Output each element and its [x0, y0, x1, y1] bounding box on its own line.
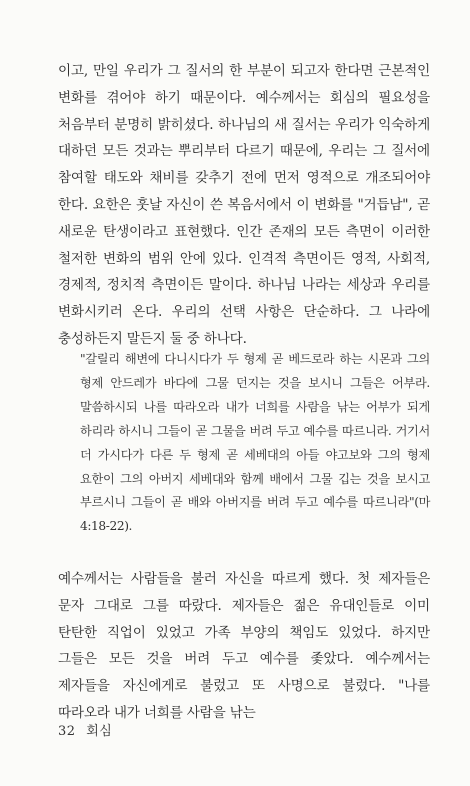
running-title: 회심 [86, 724, 113, 739]
body-paragraph-1: 이고, 만일 우리가 그 질서의 한 부분이 되고자 한다면 근본적인 변화를 겪어야 하기 때문이다. 예수께서는 회심의 필요성을 처음부터 분명히 밝히셨다. 하나님의 새 질서는 우리가 익숙하게 대하던 모든 것과는 뿌리부터 다르기 때문에, 우리는 그 질서에 참여할 태도와 채비를 갖추기 전에 먼저 영적으로 개조되어야 한다. 요한은 훗날 자신이 쓴 복음서에서 이 변화를 "거듭남", 곧 새로운 탄생이라고 표현했다. 인간 존재의 모든 측면이 이러한 철저한 변화의 범위 안에 있다. 인격적 측면이든 영적, 사회적, 경제적, 정치적 측면이든 말이다. 하나님 나라는 세상과 우리를 변화시키러 온다. 우리의 선택 사항은 단순하다. 그 나라에 충성하든지 말든지 둘 중 하나다. [58, 63, 430, 347]
page-footer [58, 720, 112, 739]
body-paragraph-2: 예수께서는 사람들을 불러 자신을 따르게 했다. 첫 제자들은 문자 그대로 그를 따랐다. 제자들은 젊은 유대인들로 이미 탄탄한 직업이 있었고 가족 부양의 책임도 있었다. 하지만 그들은 모든 것을 버려 두고 예수를 좇았다. 예수께서는 제자들을 자신에게로 불렀고 또 사명으로 불렀다. "나를 따라오라 내가 너희를 사람을 낚는 [58, 571, 430, 721]
page-number: 32 [58, 724, 76, 739]
scripture-quote [80, 348, 430, 539]
scripture-quote-text: "갈릴리 해변에 다니시다가 두 형제 곧 베드로라 하는 시몬과 그의 형제 안드레가 바다에 그물 던지는 것을 보시니 그들은 어부라. 말씀하시되 나를 따라오라 내가 너희를 사람을 낚는 어부가 되게 하리라 하시니 그들이 곧 그물을 버려 두고 예수를 따르니라. 거기서 더 가시다가 다른 두 형제 곧 세베대의 아들 야고보와 그의 형제 요한이 그의 아버지 세베대와 함께 배에서 그물 깁는 것을 보시고 부르시니 그들이 곧 배와 아버지를 버려 두고 예수를 따르니라" [80, 352, 430, 510]
scripture-reference: (마 4:18-22). [80, 495, 430, 534]
